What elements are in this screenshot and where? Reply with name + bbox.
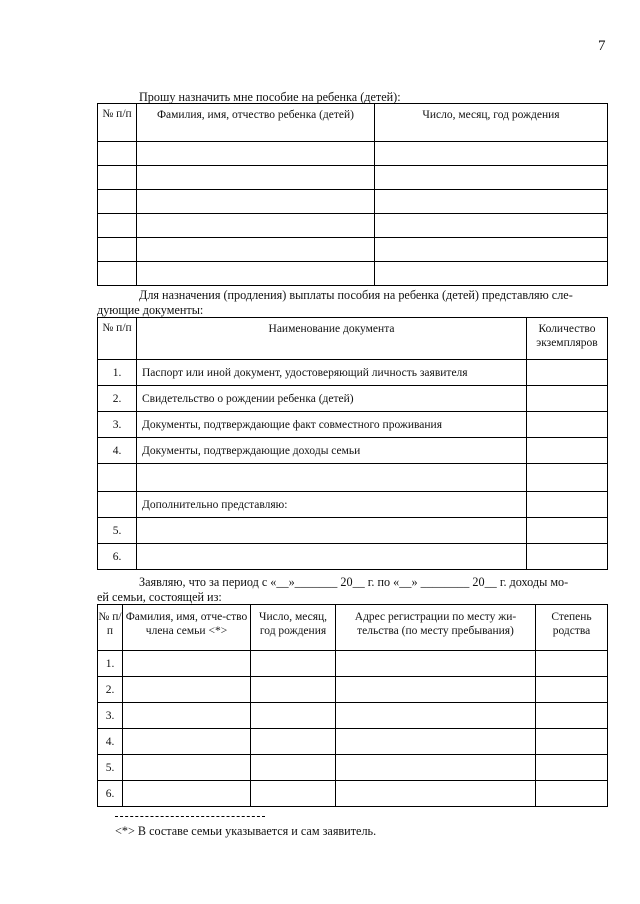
col-header-member-name: Фамилия, имя, отче-ство члена семьи <*> (123, 605, 251, 651)
page-number: 7 (598, 38, 606, 54)
table-cell[interactable] (336, 755, 536, 781)
table-row (98, 544, 608, 570)
table-cell[interactable] (375, 238, 608, 262)
table-row (98, 386, 608, 412)
table-cell[interactable] (137, 262, 375, 286)
table-row (98, 464, 608, 492)
row-number: 1. (98, 651, 123, 677)
col-header-number: № п/п (98, 318, 137, 360)
table-cell[interactable] (137, 142, 375, 166)
table-cell[interactable] (123, 651, 251, 677)
row-number: 2. (98, 386, 137, 412)
table-cell[interactable] (137, 190, 375, 214)
table-cell[interactable] (375, 262, 608, 286)
table-row (98, 360, 608, 386)
section1-intro: Прошу назначить мне пособие на ребенка (детей): (139, 90, 401, 104)
table-row (98, 518, 608, 544)
copies-cell[interactable] (527, 360, 608, 386)
col-header-birth-date: Число, месяц, год рождения (251, 605, 336, 651)
section2-intro-line1: Для назначения (продления) выплаты пособия на ребенка (детей) представляю сле- (139, 288, 573, 302)
document-name[interactable] (137, 544, 527, 570)
table-cell[interactable] (336, 677, 536, 703)
table-row (98, 262, 608, 286)
table-cell[interactable] (251, 755, 336, 781)
table-row (98, 190, 608, 214)
table-cell[interactable] (375, 142, 608, 166)
table-cell[interactable] (536, 703, 608, 729)
document-name: Документы, подтверждающие факт совместного проживания (137, 412, 527, 438)
row-number: 3. (98, 412, 137, 438)
row-number: 6. (98, 781, 123, 807)
table-cell[interactable] (137, 214, 375, 238)
col-header-birth-date: Число, месяц, год рождения (375, 104, 608, 142)
col-header-child-name: Фамилия, имя, отчество ребенка (детей) (137, 104, 375, 142)
document-name[interactable] (137, 518, 527, 544)
copies-cell[interactable] (527, 438, 608, 464)
table-cell[interactable] (251, 651, 336, 677)
col-header-number: № п/п (98, 104, 137, 142)
col-header-copies: Количество экземпляров (527, 318, 608, 360)
table-cell[interactable] (336, 651, 536, 677)
table-cell[interactable] (375, 166, 608, 190)
col-header-document-name: Наименование документа (137, 318, 527, 360)
additional-label: Дополнительно представляю: (137, 492, 527, 518)
row-number (98, 492, 137, 518)
table-cell[interactable] (251, 781, 336, 807)
col-header-address: Адрес регистрации по месту жи-тельства (по месту пребывания) (336, 605, 536, 651)
row-number: 2. (98, 677, 123, 703)
col-header-relationship: Степень родства (536, 605, 608, 651)
table-row (98, 214, 608, 238)
table-row (98, 781, 608, 807)
table-cell[interactable] (98, 262, 137, 286)
table-row (98, 142, 608, 166)
table-cell[interactable] (98, 214, 137, 238)
table-row (98, 729, 608, 755)
copies-cell[interactable] (527, 386, 608, 412)
table-cell[interactable] (123, 755, 251, 781)
table-cell[interactable] (98, 166, 137, 190)
document-name: Документы, подтверждающие доходы семьи (137, 438, 527, 464)
col-header-number: № п/п (98, 605, 123, 651)
table-cell[interactable] (536, 651, 608, 677)
row-number: 3. (98, 703, 123, 729)
section2-intro-line2: дующие документы: (97, 303, 204, 317)
row-number (98, 464, 137, 492)
table-cell[interactable] (123, 677, 251, 703)
section3-intro-line1: Заявляю, что за период с «__»_______ 20__ г. по «__» ________ 20__ г. доходы мо- (139, 575, 569, 589)
table-cell[interactable] (375, 214, 608, 238)
table-row (98, 677, 608, 703)
footnote: <*> В составе семьи указывается и сам заявитель. (115, 824, 377, 838)
table-cell[interactable] (375, 190, 608, 214)
row-number: 1. (98, 360, 137, 386)
copies-cell[interactable] (527, 464, 608, 492)
documents-table (97, 317, 608, 570)
table-cell[interactable] (123, 781, 251, 807)
document-name[interactable] (137, 464, 527, 492)
document-name: Свидетельство о рождении ребенка (детей) (137, 386, 527, 412)
table-cell[interactable] (536, 729, 608, 755)
table-cell[interactable] (98, 142, 137, 166)
family-table (97, 604, 608, 807)
copies-cell[interactable] (527, 492, 608, 518)
table-row (98, 412, 608, 438)
section3-intro-line2: ей семьи, состоящей из: (97, 590, 222, 604)
table-cell[interactable] (536, 755, 608, 781)
children-table (97, 103, 608, 286)
row-number: 5. (98, 755, 123, 781)
table-cell[interactable] (536, 677, 608, 703)
table-cell[interactable] (536, 781, 608, 807)
table-cell[interactable] (123, 703, 251, 729)
table-cell[interactable] (336, 781, 536, 807)
table-cell[interactable] (137, 166, 375, 190)
table-row (98, 166, 608, 190)
copies-cell[interactable] (527, 412, 608, 438)
row-number: 6. (98, 544, 137, 570)
table-row (98, 438, 608, 464)
table-cell[interactable] (123, 729, 251, 755)
table-cell[interactable] (98, 238, 137, 262)
table-cell[interactable] (336, 729, 536, 755)
table-cell[interactable] (336, 703, 536, 729)
table-row (98, 755, 608, 781)
table-cell[interactable] (98, 190, 137, 214)
table-cell[interactable] (251, 729, 336, 755)
row-number: 4. (98, 438, 137, 464)
table-row (98, 492, 608, 518)
row-number: 5. (98, 518, 137, 544)
copies-cell[interactable] (527, 518, 608, 544)
table-row (98, 703, 608, 729)
table-row (98, 651, 608, 677)
table-row (98, 238, 608, 262)
table-cell[interactable] (251, 703, 336, 729)
table-cell[interactable] (137, 238, 375, 262)
footnote-divider (115, 816, 265, 817)
document-name: Паспорт или иной документ, удостоверяющий личность заявителя (137, 360, 527, 386)
copies-cell[interactable] (527, 544, 608, 570)
table-cell[interactable] (251, 677, 336, 703)
row-number: 4. (98, 729, 123, 755)
